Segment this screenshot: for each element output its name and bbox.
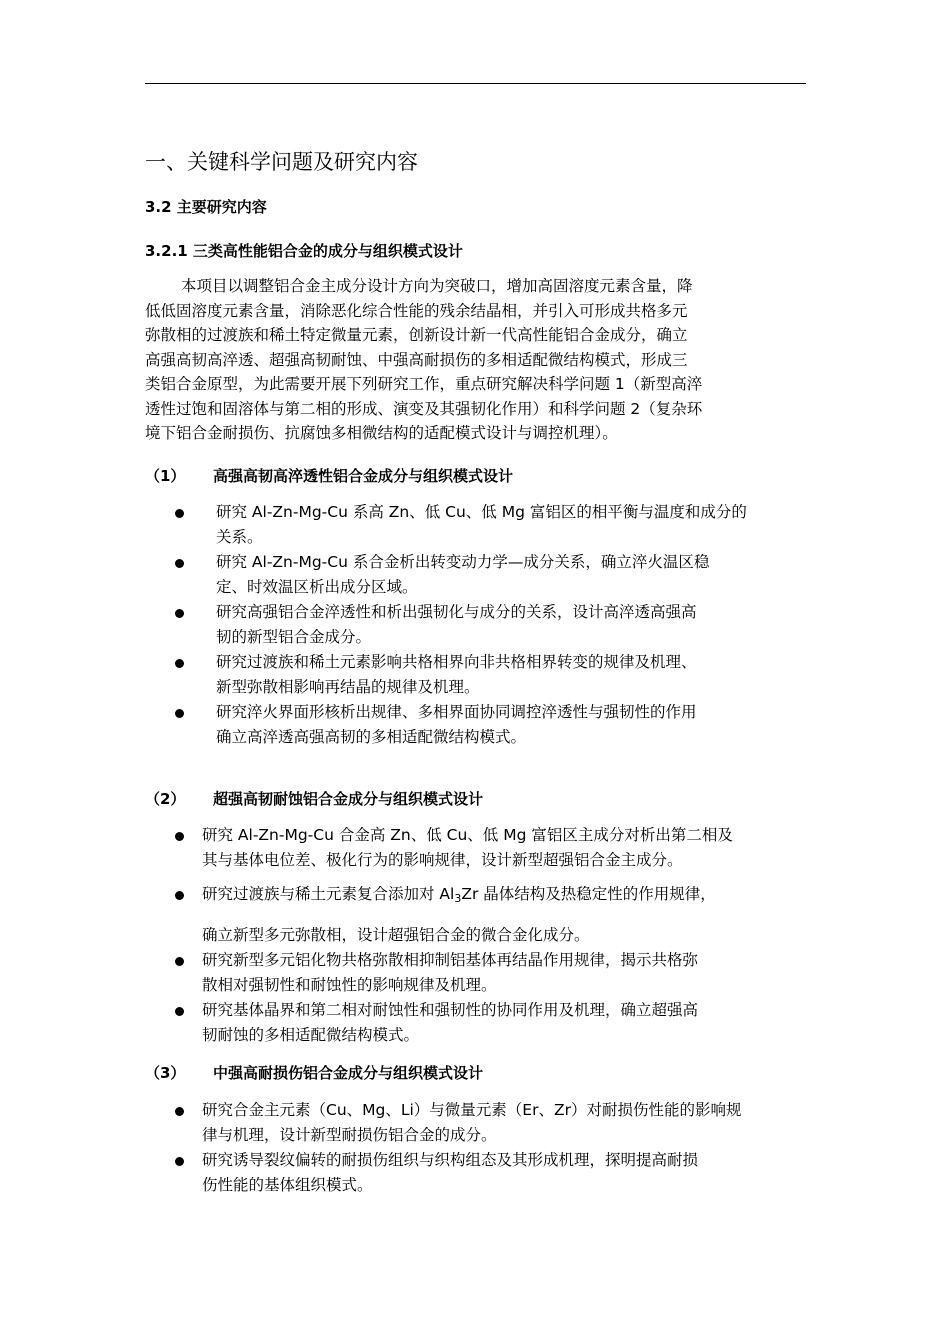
paragraph-line: 透性过饱和固溶体与第二相的形成、演变及其强韧化作用）和科学问题 2（复杂环 xyxy=(145,399,703,418)
bullet-icon xyxy=(175,957,184,966)
list-item xyxy=(175,700,697,750)
part1-heading xyxy=(145,465,513,486)
list-item-continuation xyxy=(202,923,590,948)
part1-number: （1） xyxy=(145,467,186,485)
header-rule xyxy=(145,83,806,84)
bullet-icon xyxy=(175,1107,184,1116)
list-item xyxy=(175,1148,698,1198)
paragraph-line: 类铝合金原型，为此需要开展下列研究工作，重点研究解决科学问题 1（新型高淬 xyxy=(145,375,703,393)
list-item xyxy=(175,550,709,600)
part1-title: 高强高韧高淬透性铝合金成分与组织模式设计 xyxy=(213,467,514,485)
bullet-icon xyxy=(175,559,184,568)
list-item-line: 研究高强铝合金淬透性和析出强韧化与成分的关系，设计高淬透高强高 xyxy=(216,603,697,621)
list-item xyxy=(175,823,733,873)
bullet-icon xyxy=(175,832,184,841)
bullet-icon xyxy=(175,659,184,668)
list-item-line: 研究过渡族和稀土元素影响共格相界向非共格相界转变的规律及机理、 xyxy=(216,653,697,671)
list-item xyxy=(175,650,697,700)
bullet-icon xyxy=(175,1157,184,1166)
intro-paragraph xyxy=(145,274,807,446)
paragraph-line: 低低固溶度元素含量，消除恶化综合性能的残余结晶相，并引入可形成共格多元 xyxy=(145,301,688,320)
list-item-line: 韧的新型铝合金成分。 xyxy=(216,628,372,646)
bullet-icon xyxy=(175,1007,184,1016)
list-item-line: 研究 Al-Zn-Mg-Cu 系高 Zn、低 Cu、低 Mg 富铝区的相平衡与温度和成分的 xyxy=(216,503,747,521)
list-item-line: 韧耐蚀的多相适配微结构模式。 xyxy=(202,1026,420,1044)
list-item xyxy=(175,948,698,998)
list-item-line: 研究诱导裂纹偏转的耐损伤组织与织构组态及其形成机理，探明提高耐损 xyxy=(202,1151,699,1169)
subsubsection-title: 3.2.1 三类高性能铝合金的成分与组织模式设计 xyxy=(145,242,463,260)
bullet-icon xyxy=(175,709,184,718)
part2-number: （2） xyxy=(145,790,186,808)
subsection-title: 3.2 主要研究内容 xyxy=(145,198,267,216)
part2-title: 超强高韧耐蚀铝合金成分与组织模式设计 xyxy=(213,790,484,808)
list-item-line: 研究淬火界面形核析出规律、多相界面协同调控淬透性与强韧性的作用 xyxy=(216,703,697,721)
paragraph-line: 本项目以调整铝合金主成分设计方向为突破口，增加高固溶度元素含量，降 xyxy=(181,277,693,295)
list-item xyxy=(175,882,716,911)
list-item-line: 确立新型多元弥散相，设计超强铝合金的微合金化成分。 xyxy=(202,926,590,944)
list-item-line: 律与机理，设计新型耐损伤铝合金的成分。 xyxy=(202,1126,497,1144)
list-item-line: 研究 Al-Zn-Mg-Cu 系合金析出转变动力学—成分关系，确立淬火温区稳 xyxy=(216,553,710,571)
list-item xyxy=(175,1098,741,1148)
list-item-line: 其与基体电位差、极化行为的影响规律，设计新型超强铝合金主成分。 xyxy=(202,851,683,869)
list-item-line: 研究新型多元铝化物共格弥散相抑制铝基体再结晶作用规律，揭示共格弥 xyxy=(202,951,699,969)
list-item-line: 研究 Al-Zn-Mg-Cu 合金高 Zn、低 Cu、低 Mg 富铝区主成分对析出第二相及 xyxy=(202,826,733,844)
list-item-line: 定、时效温区析出成分区域。 xyxy=(216,578,418,596)
list-item-line: 研究过渡族与稀土元素复合添加对 $Al_3Zr$ 晶体结构及热稳定性的作用规律， xyxy=(202,885,716,905)
paragraph-line: 高强高韧高淬透、超强高韧耐蚀、中强高耐损伤的多相适配微结构模式，形成三 xyxy=(145,350,688,369)
bullet-icon xyxy=(175,891,184,900)
paragraph-line: 弥散相的过渡族和稀土特定微量元素，创新设计新一代高性能铝合金成分，确立 xyxy=(145,326,688,344)
list-item-line: 新型弥散相影响再结晶的规律及机理。 xyxy=(216,678,480,696)
paragraph-line: 境下铝合金耐损伤、抗腐蚀多相微结构的适配模式设计与调控机理）。 xyxy=(145,424,618,442)
list-item xyxy=(175,500,747,550)
list-item-line: 确立高淬透高强高韧的多相适配微结构模式。 xyxy=(216,728,527,746)
bullet-icon xyxy=(175,509,184,518)
list-item-line: 关系。 xyxy=(216,528,263,546)
bullet-icon xyxy=(175,609,184,618)
part2-heading xyxy=(145,788,483,809)
list-item-line: 研究合金主元素（Cu、Mg、Li）与微量元素（Er、Zr）对耐损伤性能的影响规 xyxy=(202,1101,742,1119)
list-item-line: 散相对强韧性和耐蚀性的影响规律及机理。 xyxy=(202,976,497,994)
section-title: 一、关键科学问题及研究内容 xyxy=(145,150,418,174)
list-item-line: 研究基体晶界和第二相对耐蚀性和强韧性的协同作用及机理，确立超强高 xyxy=(202,1001,699,1019)
part3-heading xyxy=(145,1062,483,1083)
part3-title: 中强高耐损伤铝合金成分与组织模式设计 xyxy=(213,1064,484,1082)
list-item xyxy=(175,600,697,650)
list-item xyxy=(175,998,698,1048)
list-item-line: 伤性能的基体组织模式。 xyxy=(202,1176,373,1194)
part3-number: （3） xyxy=(145,1064,186,1082)
